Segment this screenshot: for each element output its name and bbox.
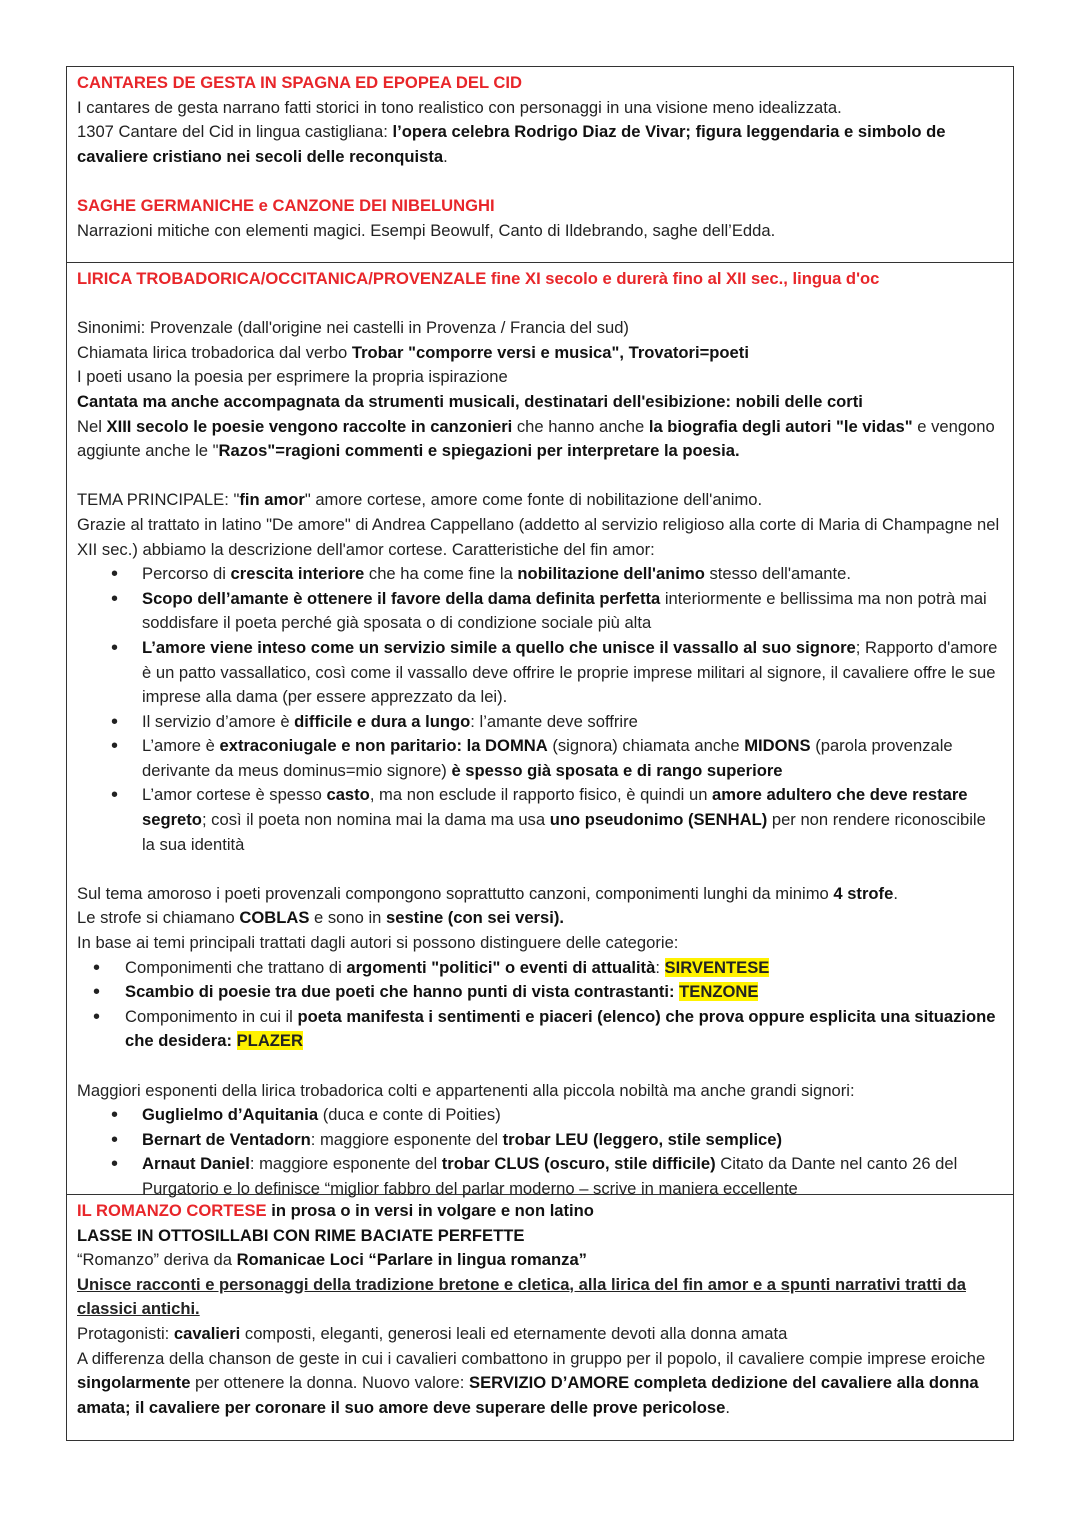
section-lirica	[66, 262, 1014, 1198]
section-title-cantares: CANTARES DE GESTA IN SPAGNA ED EPOPEA DEL CID	[77, 73, 523, 92]
list-item: • Il servizio d’amore è difficile e dura a lungo: l’amante deve soffrire	[77, 710, 1003, 735]
paragraph: Nel XIII secolo le poesie vengono raccolte in canzonieri che hanno anche la biografia degli autori "le vidas" e vengono aggiunte anche le "Razos"=ragioni commenti e spiegazioni per interpretare la poesia.	[77, 416, 995, 461]
list-item: • Componimento in cui il poeta manifesta i sentimenti e piaceri (elenco) che prova oppure esplicita una situazione che desidera: PLAZER	[77, 1005, 1003, 1054]
highlight-tenzone: TENZONE	[679, 982, 759, 1002]
paragraph: Chiamata lirica trobadorica dal verbo Trobar "comporre versi e musica", Trovatori=poeti	[77, 342, 749, 362]
list-item: • Scambio di poesie tra due poeti che hanno punti di vista contrastanti: TENZONE	[77, 980, 1003, 1005]
highlight-plazer: PLAZER	[236, 1031, 303, 1051]
paragraph: LASSE IN OTTOSILLABI CON RIME BACIATE PERFETTE	[77, 1225, 525, 1245]
paragraph: Narrazioni mitiche con elementi magici. Esempi Beowulf, Canto di Ildebrando, saghe dell’Edda.	[77, 220, 776, 240]
paragraph: I cantares de gesta narrano fatti storici in tono realistico con personaggi in una visione meno idealizzata.	[77, 97, 842, 117]
list-item: • L’amore è extraconiugale e non paritario: la DOMNA (signora) chiamata anche MIDONS (parola provenzale derivante da meus dominus=mio signore) è spesso già sposata e di rango superiore	[77, 734, 1003, 783]
list-item: • L’amor cortese è spesso casto, ma non esclude il rapporto fisico, è quindi un amore adultero che deve restare segreto; così il poeta non nomina mai la dama ma usa uno pseudonimo (SENHAL) per non rendere riconoscibile la sua identità	[77, 783, 1003, 857]
paragraph: 1307 Cantare del Cid in lingua castigliana: l’opera celebra Rodrigo Diaz de Vivar; figura leggendaria e simbolo de cavaliere cristiano nei secoli delle reconquista.	[77, 122, 946, 166]
section-title-lirica: LIRICA TROBADORICA/OCCITANICA/PROVENZALE fine XI secolo e durerà fino al XII sec., lingua d'oc	[77, 269, 880, 288]
paragraph: Sinonimi: Provenzale (dall'origine nei castelli in Provenza / Francia del sud)	[77, 318, 629, 338]
list-item: • Scopo dell’amante è ottenere il favore della dama definita perfetta interiormente e bellissima ma non potrà mai soddisfare il poeta perché già sposata o di condizione sociale più alta	[77, 587, 1003, 636]
paragraph: In base ai temi principali trattati dagli autori si possono distinguere delle categorie:	[77, 933, 679, 953]
paragraph: I poeti usano la poesia per esprimere la propria ispirazione	[77, 367, 508, 387]
paragraph: Maggiori esponenti della lirica trobadorica colti e appartenenti alla piccola nobiltà ma anche grandi signori:	[77, 1080, 855, 1100]
categories-list	[77, 956, 1003, 1054]
section-title-saghe: SAGHE GERMANICHE e CANZONE DEI NIBELUNGHI	[77, 195, 495, 215]
highlight-sirventese: SIRVENTESE	[664, 957, 770, 977]
fin-amor-list	[77, 562, 1003, 857]
paragraph-underlined: Unisce racconti e personaggi della tradizione bretone e cletica, alla lirica del fin amor e a spunti narrativi tratti da classici antichi.	[77, 1274, 966, 1319]
exponents-list	[77, 1103, 1003, 1201]
paragraph: TEMA PRINCIPALE: "fin amor" amore cortese, amore come fonte di nobilitazione dell'animo.	[77, 490, 763, 510]
list-item: • Guglielmo d’Aquitania (duca e conte di Poities)	[77, 1103, 1003, 1128]
paragraph: A differenza della chanson de geste in cui i cavalieri combattono in gruppo per il popolo, il cavaliere compie imprese eroiche singolarmente per ottenere la donna. Nuovo valore: SERVIZIO D’AMORE completa dedizione del cavaliere alla donna amata; il cavaliere per coronare il suo amore deve superare delle prove pericolose.	[77, 1348, 986, 1417]
section-romanzo	[66, 1194, 1014, 1441]
document	[66, 66, 1014, 1441]
list-item: • Componimenti che trattano di argomenti "politici" o eventi di attualità: SIRVENTESE	[77, 956, 1003, 981]
list-item: • Arnaut Daniel: maggiore esponente del trobar CLUS (oscuro, stile difficile) Citato da Dante nel canto 26 del Purgatorio e lo definisce “miglior fabbro del parlar moderno – scrive in maniera eccellente	[77, 1152, 1003, 1201]
section-title-romanzo: IL ROMANZO CORTESE in prosa o in versi in volgare e non latino	[77, 1201, 594, 1220]
paragraph: Le strofe si chiamano COBLAS e sono in sestine (con sei versi).	[77, 908, 564, 928]
paragraph: “Romanzo” deriva da Romanicae Loci “Parlare in lingua romanza”	[77, 1250, 587, 1270]
list-item: • Percorso di crescita interiore che ha come fine la nobilitazione dell'animo stesso dell'amante.	[77, 562, 1003, 587]
paragraph: Cantata ma anche accompagnata da strumenti musicali, destinatari dell'esibizione: nobili delle corti	[77, 391, 863, 411]
paragraph: Protagonisti: cavalieri composti, eleganti, generosi leali ed eternamente devoti alla donna amata	[77, 1323, 788, 1343]
list-item: • Bernart de Ventadorn: maggiore esponente del trobar LEU (leggero, stile semplice)	[77, 1128, 1003, 1153]
paragraph: Grazie al trattato in latino "De amore" di Andrea Cappellano (addetto al servizio religioso alla corte di Maria di Champagne nel XII sec.) abbiamo la descrizione dell'amor cortese. Caratteristiche del fin amor:	[77, 514, 1000, 559]
list-item: • L’amore viene inteso come un servizio simile a quello che unisce il vassallo al suo signore; Rapporto d'amore è un patto vassallatico, così come il vassallo deve offrire le proprie imprese militari al signore, il cavaliere offre le sue imprese alla dama (per essere apprezzato da lei).	[77, 636, 1003, 710]
paragraph: Sul tema amoroso i poeti provenzali compongono soprattutto canzoni, componimenti lunghi da minimo 4 strofe.	[77, 883, 898, 903]
section-cantares	[66, 66, 1014, 262]
